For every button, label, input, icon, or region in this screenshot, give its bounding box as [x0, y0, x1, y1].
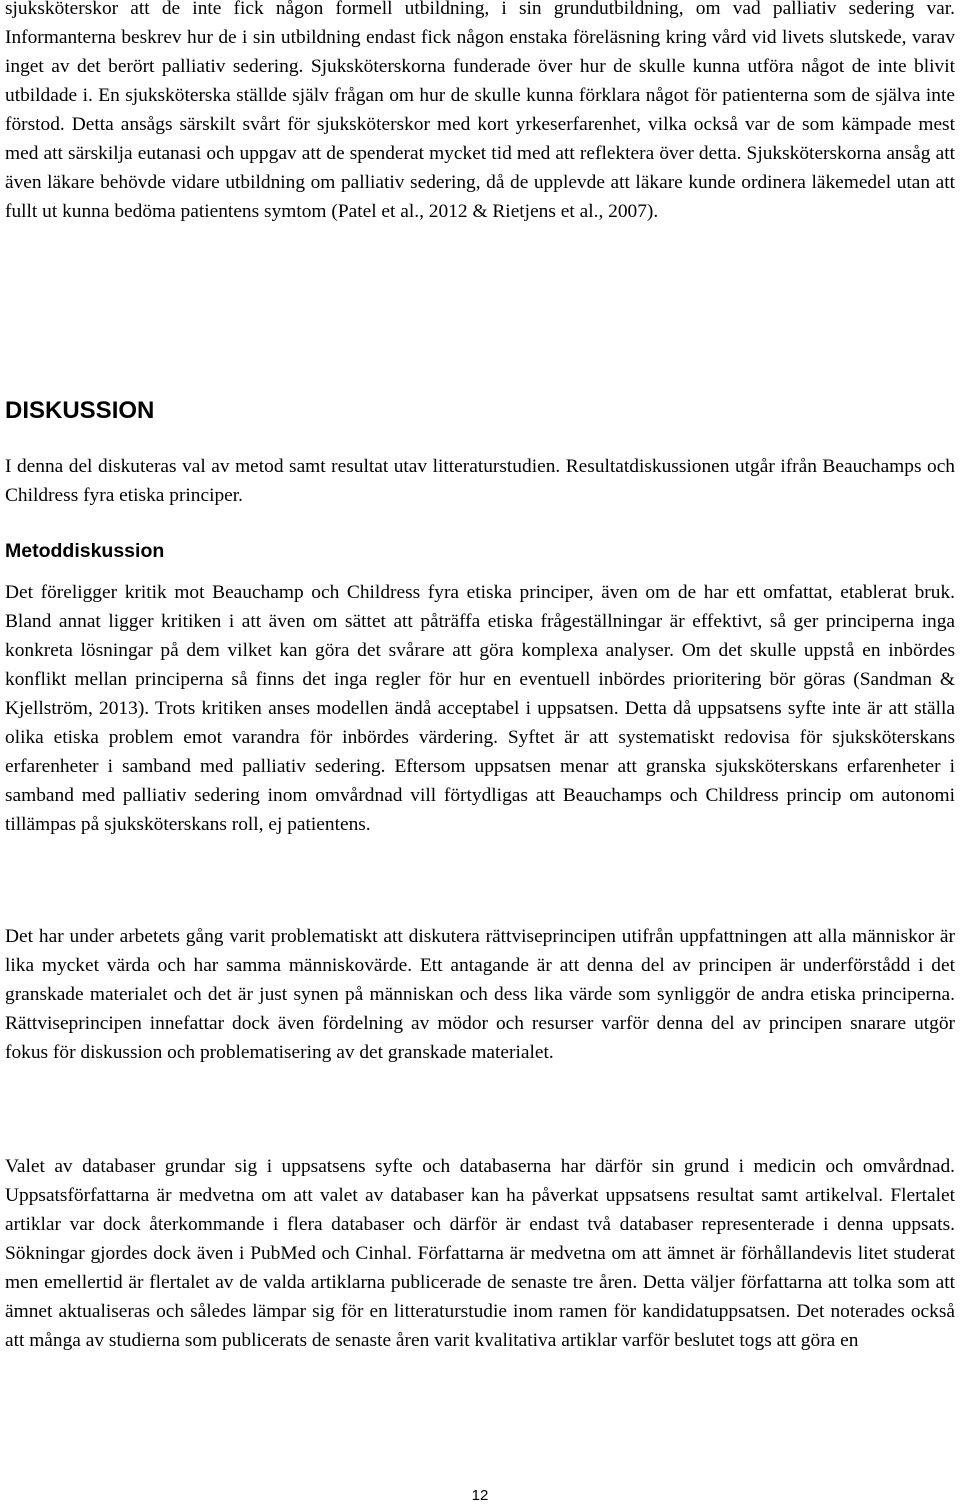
paragraph-method-critique: Det föreligger kritik mot Beauchamp och Childress fyra etiska principer, även om de har ett omfattat, etablerat bruk. Bland annat ligger kritiken i att även om sättet att påträffa etiska frågeställningar är effektivt, så ger principerna inga konkreta lösningar på dem vilket kan göra det svårare att göra komplexa analyser. Om det skulle uppstå en inbördes konflikt mellan principerna så finns det inga regler för hur en eventuell inbördes prioritering bör göras (Sandman & Kjellström, 2013). Trots kritiken anses modellen ändå acceptabel i uppsatsen. Detta då uppsatsens syfte inte är att ställa olika etiska problem emot varandra för inbördes värdering. Syftet är att systematiskt redovisa för sjuksköterskans erfarenheter i samband med palliativ sedering. Eftersom uppsatsen menar att granska sjuksköterskans erfarenheter i samband med palliativ sedering inom omvårdnad vill förtydligas att Beauchamps och Childress princip om autonomi tillämpas på sjuksköterskans roll, ej patientens.: [5, 582, 955, 835]
paragraph-justice-principle: Det har under arbetets gång varit problematiskt att diskutera rättviseprincipen utifrån uppfattningen att alla människor är lika mycket värda och har samma människovärde. Ett antagande är att denna del av principen är underförstådd i det granskade materialet och det är just synen på människan och dess lika värde som synliggör de andra etiska principerna. Rättviseprincipen innefattar dock även fördelning av mödor och resurser varför denna del av principen snarare utgör fokus för diskussion och problematisering av det granskade materialet.: [5, 926, 955, 1063]
paragraph-database-choice: Valet av databaser grundar sig i uppsatsens syfte och databaserna har därför sin grund i medicin och omvårdnad. Uppsatsförfattarna är medvetna om att valet av databaser kan ha påverkat uppsatsens resultat samt artikelval. Flertalet artiklar var dock återkommande i flera databaser och därför är endast två databaser representerade i denna uppsats. Sökningar gjordes dock även i PubMed och Cinhal. Författarna är medvetna om att ämnet är förhållandevis litet studerat men emellertid är flertalet av de valda artiklarna publicerade de senaste tre åren. Detta väljer författarna att tolka som att ämnet aktualiseras och således lämpar sig för en litteraturstudie inom ramen för kandidatuppsatsen. Det noterades också att många av studierna som publicerats de senaste åren varit kvalitativa artiklar varför beslutet togs att göra en: [5, 1156, 955, 1351]
paragraph-discussion-intro: I denna del diskuteras val av metod samt resultat utav litteraturstudien. Resultatdiskussionen utgår ifrån Beauchamps och Childress fyra etiska principer.: [5, 456, 955, 506]
paragraph-results-education: sjuksköterskor att de inte fick någon formell utbildning, i sin grundutbildning, om vad palliativ sedering var. Informanterna beskrev hur de i sin utbildning endast fick någon enstaka föreläsning kring vård vid livets slutskede, varav inget av det berört palliativ sedering. Sjuksköterskorna funderade över hur de skulle kunna utföra något de inte blivit utbildade i. En sjuksköterska ställde själv frågan om hur de skulle kunna förklara något för patienterna som de själva inte förstod. Detta ansågs särskilt svårt för sjuksköterskor med kort yrkeserfarenhet, vilka också var de som kämpade mest med att särskilja eutanasi och uppgav att de spenderat mycket tid med att reflektera över detta. Sjuksköterskorna ansåg att även läkare behövde vidare utbildning om palliativ sedering, då de upplevde att läkare kunde ordinera läkemedel utan att fullt ut kunna bedöma patientens symtom (Patel et al., 2012 & Rietjens et al., 2007).: [5, 0, 955, 222]
page-number: 12: [471, 1487, 489, 1504]
heading-metoddiskussion: Metoddiskussion: [5, 540, 165, 562]
heading-diskussion: DISKUSSION: [5, 397, 155, 424]
